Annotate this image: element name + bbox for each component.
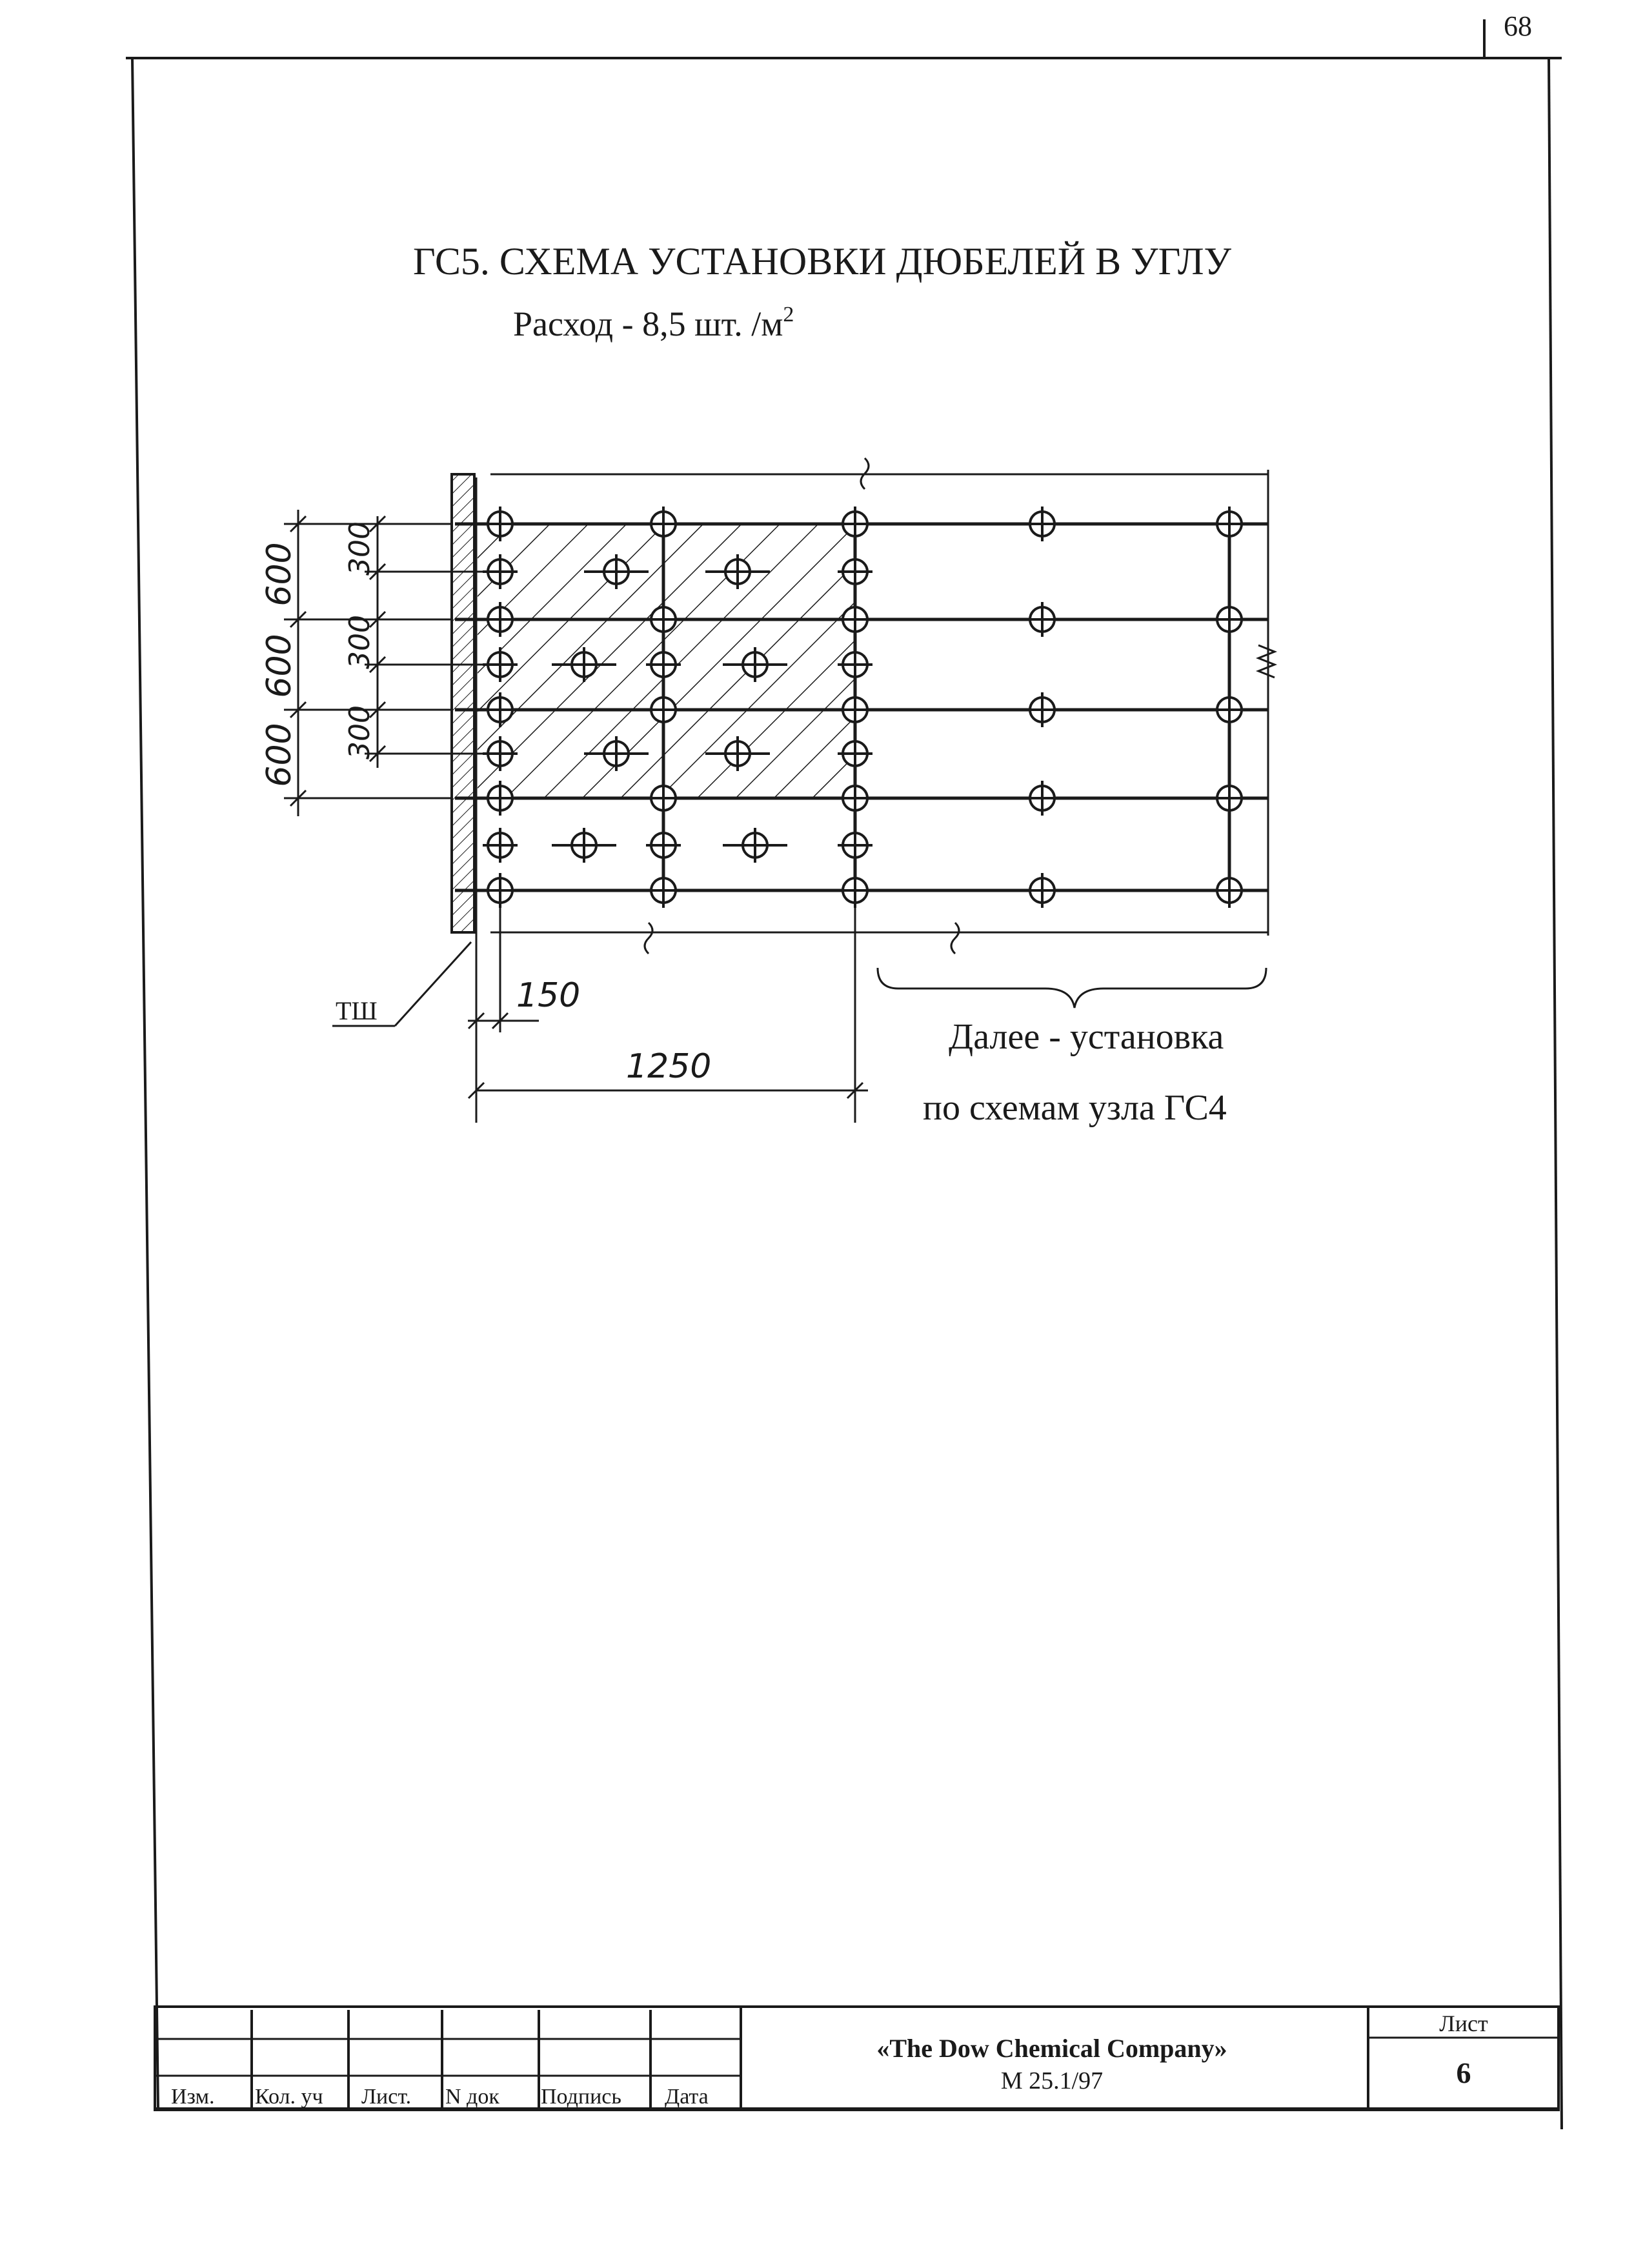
- dowel: [483, 828, 518, 863]
- dim-1250: 1250: [626, 1047, 712, 1086]
- consumption-superscript: 2: [783, 303, 794, 326]
- dowel: [483, 873, 518, 908]
- dowel: [552, 828, 616, 863]
- dowel: [1025, 781, 1060, 816]
- tb-col-list: Лист.: [361, 2085, 412, 2109]
- dowel: [1025, 873, 1060, 908]
- note-line-2: по схемам узла ГС4: [923, 1088, 1227, 1128]
- dim-600-top: 600: [260, 542, 299, 607]
- dim-600-bottom: 600: [260, 723, 299, 787]
- sheet-frame: [126, 19, 1562, 2129]
- dowel: [646, 828, 681, 863]
- dowel: [1212, 781, 1247, 816]
- dim-300-bottom: 300: [343, 705, 376, 759]
- note-line-1: Далее - установка: [949, 1017, 1224, 1057]
- dowel: [1212, 507, 1247, 541]
- dowel: [646, 873, 681, 908]
- tb-doc-code: М 25.1/97: [1000, 2067, 1104, 2094]
- corner-wall: [452, 474, 474, 932]
- consumption-rate: Расход - 8,5 шт. $/м^2$: [513, 303, 794, 343]
- tb-col-data: Дата: [665, 2085, 709, 2109]
- tb-sheet-number: 6: [1456, 2056, 1471, 2089]
- tb-company: «The Dow Chemical Company»: [876, 2034, 1227, 2063]
- dowel: [838, 828, 872, 863]
- corner-sheet-number: 68: [1504, 10, 1532, 42]
- tb-col-kol: Кол. уч: [255, 2085, 323, 2109]
- dowel: [1212, 873, 1247, 908]
- tb-col-izm: Изм.: [171, 2085, 215, 2109]
- diagram-title: ГС5. СХЕМА УСТАНОВКИ ДЮБЕЛЕЙ В УГЛУ: [413, 240, 1231, 283]
- dowel: [1025, 692, 1060, 727]
- dim-300-top: 300: [343, 521, 376, 576]
- tb-col-ndok: N док: [445, 2085, 499, 2109]
- tb-sheet-label: Лист: [1439, 2011, 1488, 2036]
- dim-150: 150: [516, 976, 581, 1015]
- dowel: [1025, 507, 1060, 541]
- tb-col-podpis: Подпись: [541, 2085, 621, 2109]
- dim-300-middle: 300: [343, 615, 376, 669]
- dowel: [838, 873, 872, 908]
- dim-600-middle: 600: [260, 634, 299, 698]
- dowel: [1212, 692, 1247, 727]
- dowel: [1212, 602, 1247, 637]
- dowel: [723, 828, 787, 863]
- dowel: [1025, 602, 1060, 637]
- label-tsh: ТШ: [336, 996, 378, 1025]
